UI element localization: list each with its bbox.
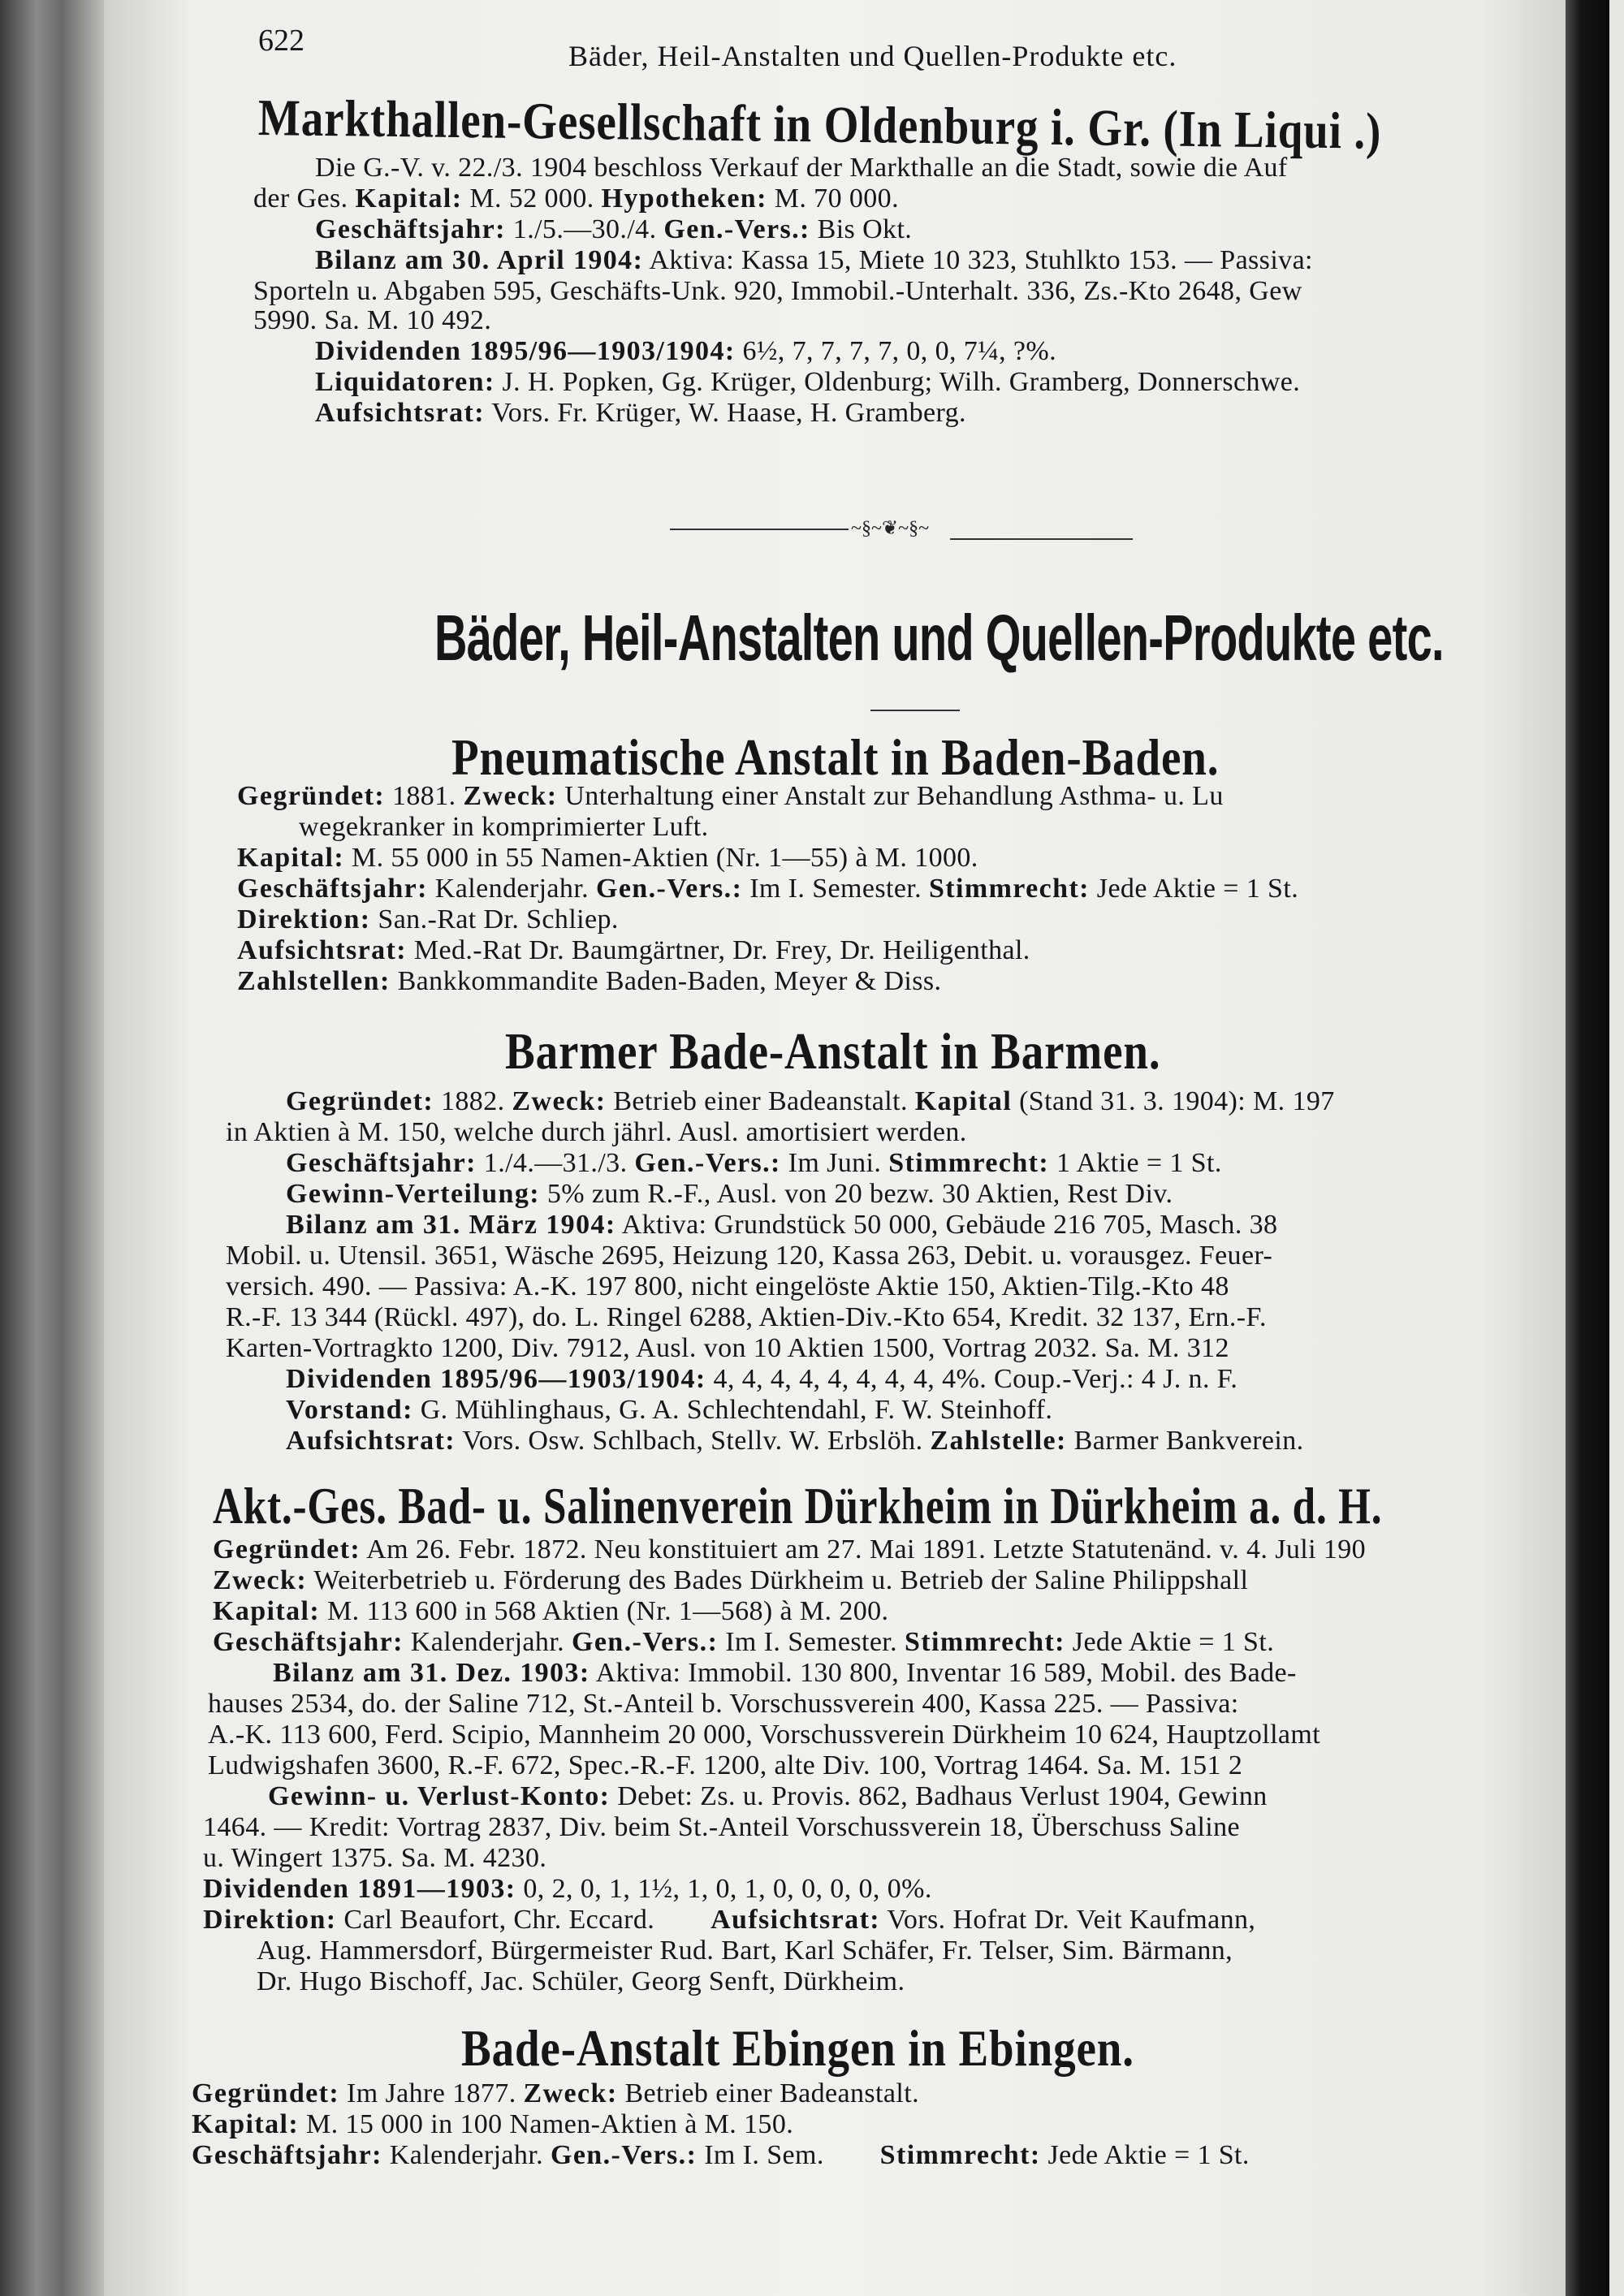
entry4-line-1: Gegründet: Am 26. Febr. 1872. Neu konstituiert am 27. Mai 1891. Letzte Statutenänd. v. 4. Juli 190 [213, 1534, 1367, 1564]
entry4-line-14: Aug. Hammersdorf, Bürgermeister Rud. Bart, Karl Schäfer, Fr. Telser, Sim. Bärmann, [257, 1936, 1233, 1966]
entry2-line-5: Direktion: San.-Rat Dr. Schliep. [237, 904, 619, 934]
entry4-line-13: Direktion: Carl Beaufort, Chr. Eccard. Aufsichtsrat: Vors. Hofrat Dr. Veit Kaufmann, [203, 1905, 1256, 1935]
entry3-line-9: Karten-Vortragkto 1200, Div. 7912, Ausl. von 10 Aktien 1500, Vortrag 2032. Sa. M. 312 [226, 1333, 1229, 1363]
entry2-line-3: Kapital: M. 55 000 in 55 Namen-Aktien (Nr. 1—55) à M. 1000. [237, 843, 978, 873]
entry3-line-6: Mobil. u. Utensil. 3651, Wäsche 2695, Heizung 120, Kassa 263, Debit. u. vorausgez. Feuer- [226, 1241, 1273, 1271]
entry-title-bade-anstalt-ebingen: Bade-Anstalt Ebingen in Ebingen. [461, 2019, 1134, 2077]
running-head: Bäder, Heil-Anstalten und Quellen-Produkte etc. [568, 40, 1177, 72]
entry1-line-5: Sporteln u. Abgaben 595, Geschäfts-Unk. 920, Immobil.-Unterhalt. 336, Zs.-Kto 2648, Gew [253, 276, 1302, 306]
entry1-line-2: der Ges. Kapital: M. 52 000. Hypotheken: M. 70 000. [253, 183, 899, 214]
entry1-line-4: Bilanz am 30. April 1904: Aktiva: Kassa 15, Miete 10 323, Stuhlkto 153. — Passiva: [315, 245, 1313, 275]
page-number: 622 [258, 24, 304, 58]
entry4-line-12: Dividenden 1891—1903: 0, 2, 0, 1, 1½, 1, 0, 1, 0, 0, 0, 0, 0%. [203, 1874, 932, 1904]
entry1-line-1: Die G.-V. v. 22./3. 1904 beschloss Verkauf der Markthalle an die Stadt, sowie die Auf [315, 153, 1288, 183]
ornament-rule-left [670, 529, 849, 530]
section-divider [870, 710, 960, 711]
entry1-line-8: Liquidatoren: J. H. Popken, Gg. Krüger, Oldenburg; Wilh. Gramberg, Donnerschwe. [315, 367, 1301, 397]
entry4-line-10: 1464. — Kredit: Vortrag 2837, Div. beim St.-Anteil Vorschussverein 18, Überschuss Saline [203, 1812, 1241, 1842]
entry3-line-11: Vorstand: G. Mühlinghaus, G. A. Schlechtendahl, F. W. Steinhoff. [286, 1395, 1053, 1425]
entry4-line-6: hauses 2534, do. der Saline 712, St.-Anteil b. Vorschussverein 400, Kassa 225. — Passiva: [208, 1689, 1239, 1719]
entry3-line-12: Aufsichtsrat: Vors. Osw. Schlbach, Stellv. W. Erbslöh. Zahlstelle: Barmer Bankverein. [286, 1426, 1304, 1456]
entry3-line-7: versich. 490. — Passiva: A.-K. 197 800, nicht eingelöste Aktie 150, Aktien-Tilg.-Kto 48 [226, 1271, 1229, 1301]
ornament-flourish: ~§~❦~§~ [851, 518, 930, 539]
section-heading: Bäder, Heil-Anstalten und Quellen-Produkte etc. [434, 602, 1444, 674]
entry3-line-5: Bilanz am 31. März 1904: Aktiva: Grundstück 50 000, Gebäude 216 705, Masch. 38 [286, 1210, 1278, 1240]
entry2-line-2: wegekranker in komprimierter Luft. [299, 812, 709, 842]
entry-title-barmer-bade-anstalt: Barmer Bade-Anstalt in Barmen. [505, 1022, 1161, 1080]
adjacent-page-edge [1609, 0, 1624, 2296]
entry4-line-11: u. Wingert 1375. Sa. M. 4230. [203, 1843, 547, 1873]
entry2-line-4: Geschäftsjahr: Kalenderjahr. Gen.-Vers.: Im I. Semester. Stimmrecht: Jede Aktie = 1 St. [237, 874, 1299, 904]
entry1-line-9: Aufsichtsrat: Vors. Fr. Krüger, W. Haase, H. Gramberg. [315, 398, 966, 428]
entry1-line-7: Dividenden 1895/96—1903/1904: 6½, 7, 7, 7, 7, 0, 0, 7¼, ?%. [315, 336, 1057, 366]
entry4-line-4: Geschäftsjahr: Kalenderjahr. Gen.-Vers.: Im I. Semester. Stimmrecht: Jede Aktie = 1 St. [213, 1627, 1275, 1657]
entry4-line-5: Bilanz am 31. Dez. 1903: Aktiva: Immobil. 130 800, Inventar 16 589, Mobil. des Bade- [273, 1658, 1297, 1688]
entry4-line-3: Kapital: M. 113 600 in 568 Aktien (Nr. 1—568) à M. 200. [213, 1596, 889, 1626]
entry3-line-8: R.-F. 13 344 (Rückl. 497), do. L. Ringel 6288, Aktien-Div.-Kto 654, Kredit. 32 137, Ern.-F. [226, 1302, 1267, 1332]
entry2-line-6: Aufsichtsrat: Med.-Rat Dr. Baumgärtner, Dr. Frey, Dr. Heiligenthal. [237, 935, 1030, 965]
entry3-line-3: Geschäftsjahr: 1./4.—31./3. Gen.-Vers.: Im Juni. Stimmrecht: 1 Aktie = 1 St. [286, 1148, 1222, 1178]
entry4-line-2: Zweck: Weiterbetrieb u. Förderung des Bades Dürkheim u. Betrieb der Saline Philippshall [213, 1565, 1249, 1595]
book-binding-shadow [1566, 0, 1609, 2296]
entry3-line-4: Gewinn-Verteilung: 5% zum R.-F., Ausl. von 20 bezw. 30 Aktien, Rest Div. [286, 1179, 1173, 1209]
entry1-line-3: Geschäftsjahr: 1./5.—30./4. Gen.-Vers.: Bis Okt. [315, 214, 913, 244]
entry3-line-10: Dividenden 1895/96—1903/1904: 4, 4, 4, 4, 4, 4, 4, 4, 4%. Coup.-Verj.: 4 J. n. F. [286, 1364, 1238, 1394]
entry1-line-6: 5990. Sa. M. 10 492. [253, 305, 492, 335]
entry3-line-2: in Aktien à M. 150, welche durch jährl. Ausl. amortisiert werden. [226, 1117, 967, 1147]
entry4-line-8: Ludwigshafen 3600, R.-F. 672, Spec.-R.-F. 1200, alte Div. 100, Vortrag 1464. Sa. M. 151 2 [208, 1750, 1243, 1780]
entry5-line-1: Gegründet: Im Jahre 1877. Zweck: Betrieb einer Badeanstalt. [192, 2078, 919, 2108]
entry4-line-7: A.-K. 113 600, Ferd. Scipio, Mannheim 20 000, Vorschussverein Dürkheim 10 624, Hauptzollamt [208, 1720, 1321, 1750]
page-gutter-left [0, 0, 104, 2296]
entry-title-markthallen: Markthallen-Gesellschaft in Oldenburg i. Gr. (In Liqui .) [257, 88, 1382, 160]
ornament-rule-right [950, 538, 1133, 540]
entry2-line-1: Gegründet: 1881. Zweck: Unterhaltung einer Anstalt zur Behandlung Asthma- u. Lu [237, 781, 1224, 811]
entry5-line-3: Geschäftsjahr: Kalenderjahr. Gen.-Vers.: Im I. Sem. Stimmrecht: Jede Aktie = 1 St. [192, 2140, 1250, 2170]
entry2-line-7: Zahlstellen: Bankkommandite Baden-Baden, Meyer & Diss. [237, 966, 942, 996]
entry4-line-9: Gewinn- u. Verlust-Konto: Debet: Zs. u. Provis. 862, Badhaus Verlust 1904, Gewinn [268, 1781, 1268, 1811]
entry-title-bad-salinenverein-duerkheim: Akt.-Ges. Bad- u. Salinenverein Dürkheim in Dürkheim a. d. H. [213, 1477, 1383, 1534]
entry-title-pneumatische-anstalt: Pneumatische Anstalt in Baden-Baden. [451, 728, 1220, 786]
entry3-line-1: Gegründet: 1882. Zweck: Betrieb einer Badeanstalt. Kapital (Stand 31. 3. 1904): M. 197 [286, 1086, 1335, 1116]
entry5-line-2: Kapital: M. 15 000 in 100 Namen-Aktien à M. 150. [192, 2109, 794, 2139]
entry4-line-15: Dr. Hugo Bischoff, Jac. Schüler, Georg Senft, Dürkheim. [257, 1966, 905, 1996]
